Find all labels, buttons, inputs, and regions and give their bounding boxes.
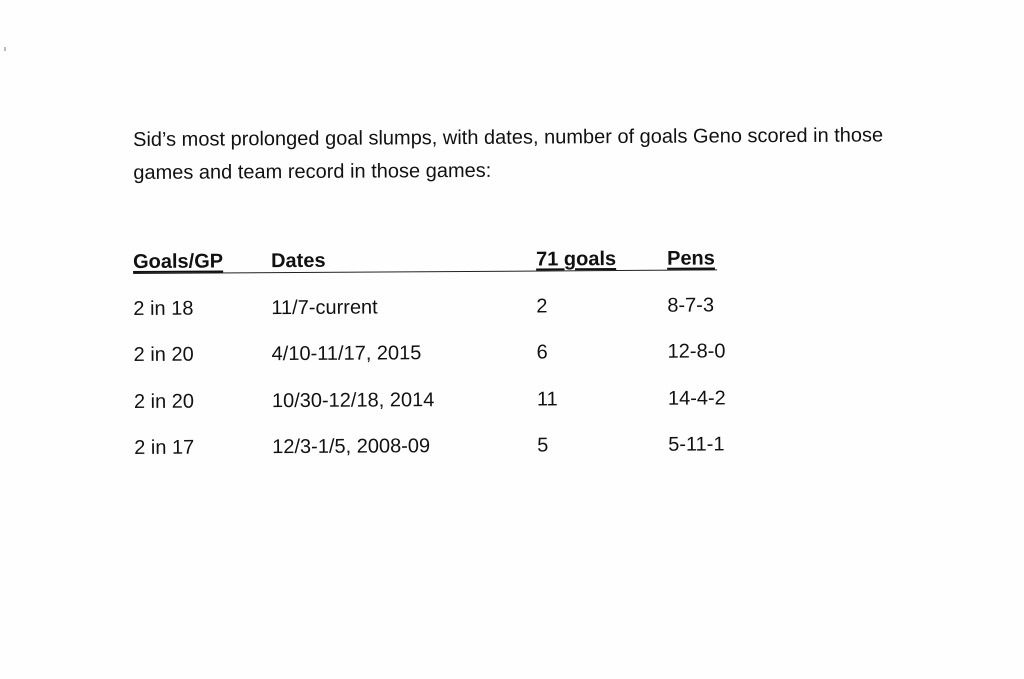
table-cell-pens: 14-4-2	[667, 387, 726, 410]
table-cell-goals-gp: 2 in 18	[133, 297, 194, 320]
header-dates: Dates	[271, 249, 326, 273]
table-cell-dates: 11/7-current	[271, 296, 378, 320]
intro-line-2: games and team record in those games:	[133, 159, 492, 184]
header-goals-gp: Goals/GP	[133, 250, 224, 273]
table-cell-71-goals: 5	[537, 434, 549, 457]
table-cell-pens: 8-7-3	[667, 294, 715, 317]
table-cell-dates: 10/30-12/18, 2014	[271, 389, 435, 413]
page-edge-mark	[4, 47, 6, 51]
table-cell-goals-gp: 2 in 20	[133, 390, 195, 413]
header-71-goals: 71 goals	[535, 248, 617, 271]
table-cell-goals-gp: 2 in 17	[134, 436, 195, 459]
table-cell-71-goals: 2	[536, 295, 548, 318]
table-cell-goals-gp: 2 in 20	[133, 343, 194, 366]
intro-line-1: Sid’s most prolonged goal slumps, with dates, number of goals Geno scored in those	[133, 124, 884, 151]
table-cell-pens: 5-11-1	[668, 433, 725, 456]
table-cell-71-goals: 11	[536, 388, 558, 411]
table-cell-dates: 12/3-1/5, 2008-09	[272, 435, 431, 459]
table-cell-pens: 12-8-0	[667, 340, 726, 363]
table-cell-71-goals: 6	[536, 341, 548, 364]
header-pens: Pens	[666, 247, 715, 270]
slump-table	[133, 246, 734, 470]
intro-paragraph	[133, 119, 953, 190]
table-cell-dates: 4/10-11/17, 2015	[271, 342, 422, 366]
